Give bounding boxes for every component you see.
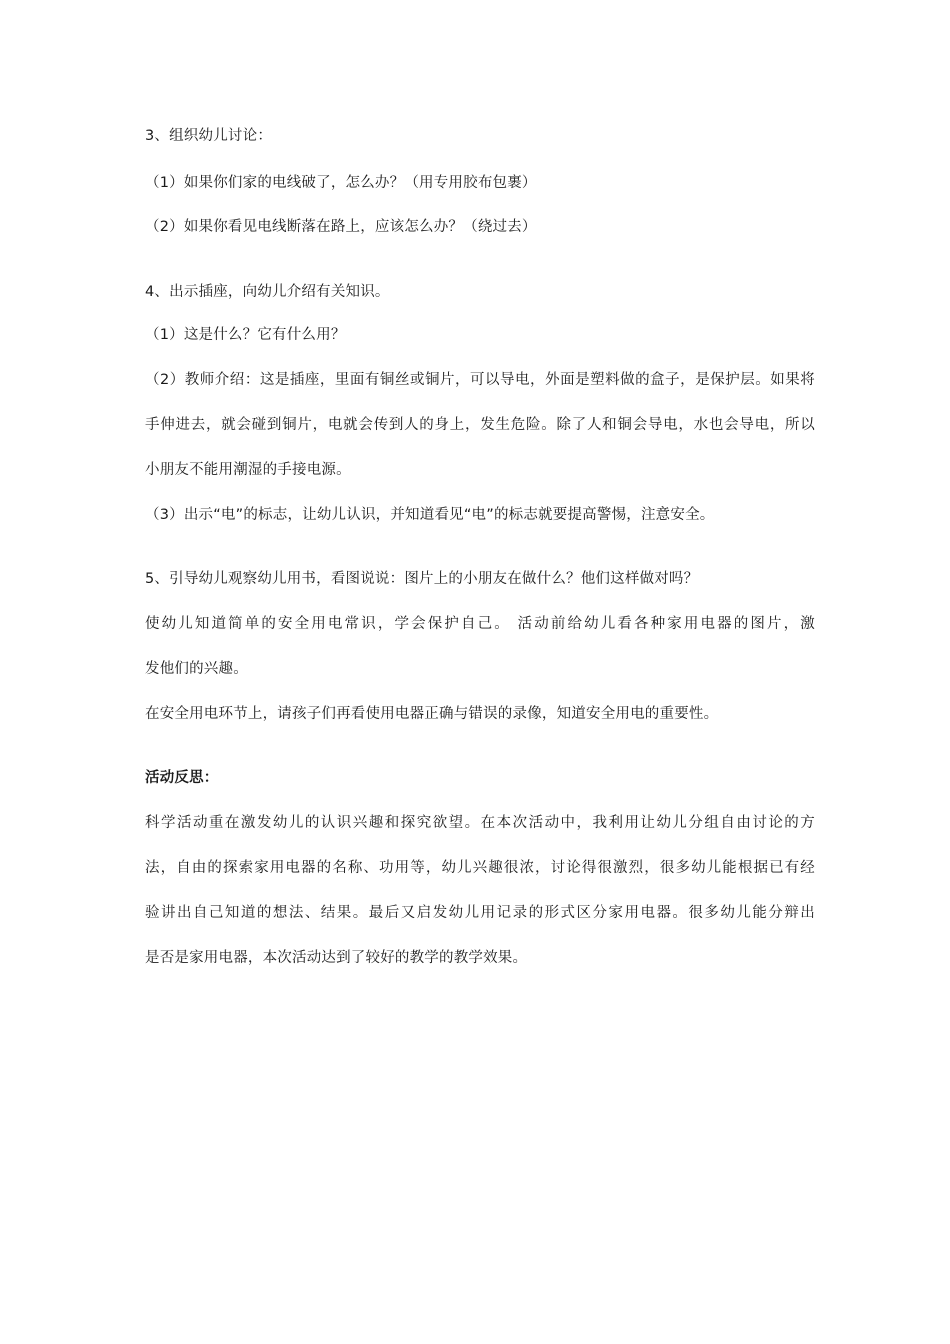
reflection-line-2: 法，自由的探索家用电器的名称、功用等，幼儿兴趣很浓，讨论得很激烈，很多幼儿能根据已有经 <box>145 860 815 876</box>
goal-paragraph-line-2: 发他们的兴趣。 <box>145 661 248 677</box>
socket-item-2-line-3: 小朋友不能用潮湿的手接电源。 <box>145 462 351 478</box>
socket-item-2-line-2: 手伸进去，就会碰到铜片，电就会传到人的身上，发生危险。除了人和铜会导电，水也会导电，所以 <box>145 417 815 433</box>
socket-item-3: （3）出示“电”的标志，让幼儿认识，并知道看见“电”的标志就要提高警惕，注意安全。 <box>145 507 715 523</box>
safety-paragraph: 在安全用电环节上，请孩子们再看使用电器正确与错误的录像，知道安全用电的重要性。 <box>145 706 719 722</box>
discussion-item-1: （1）如果你们家的电线破了，怎么办？（用专用胶布包裹） <box>145 175 537 191</box>
goal-paragraph-line-1: 使幼儿知道简单的安全用电常识，学会保护自己。 活动前给幼儿看各种家用电器的图片，激 <box>145 616 815 632</box>
socket-item-1: （1）这是什么？它有什么用？ <box>145 327 346 343</box>
section-3-heading: 3、组织幼儿讨论： <box>145 128 273 144</box>
reflection-heading: 活动反思： <box>145 770 219 786</box>
section-5-heading: 5、引导幼儿观察幼儿用书，看图说说：图片上的小朋友在做什么？他们这样做对吗？ <box>145 571 699 587</box>
reflection-line-4: 是否是家用电器，本次活动达到了较好的教学的教学效果。 <box>145 950 528 966</box>
socket-item-2-line-1: （2）教师介绍：这是插座，里面有铜丝或铜片，可以导电，外面是塑料做的盒子，是保护层。如果将 <box>145 372 815 388</box>
reflection-line-1: 科学活动重在激发幼儿的认识兴趣和探究欲望。在本次活动中，我利用让幼儿分组自由讨论的方 <box>145 815 815 831</box>
reflection-line-3: 验讲出自己知道的想法、结果。最后又启发幼儿用记录的形式区分家用电器。很多幼儿能分辩出 <box>145 905 815 921</box>
discussion-item-2: （2）如果你看见电线断落在路上，应该怎么办？（绕过去） <box>145 219 537 235</box>
section-4-heading: 4、出示插座，向幼儿介绍有关知识。 <box>145 284 390 300</box>
